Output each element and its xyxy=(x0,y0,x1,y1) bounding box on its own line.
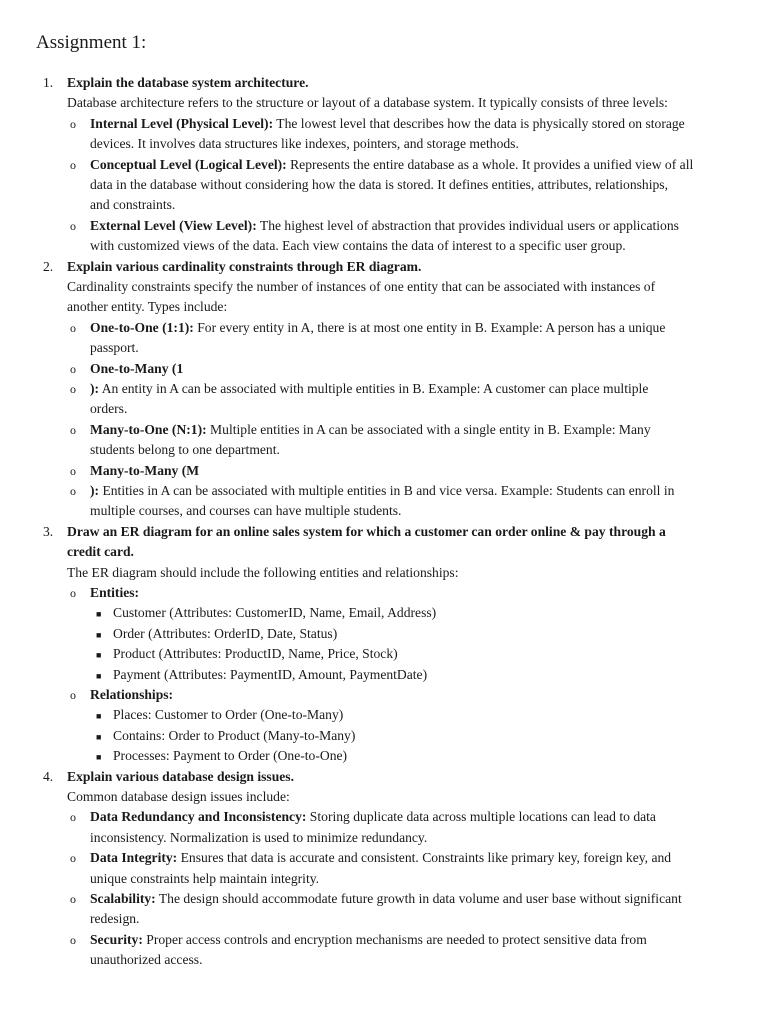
line-text: another entity. Types include: xyxy=(67,299,228,315)
line-text: passport. xyxy=(90,340,139,356)
line-text: and constraints. xyxy=(90,197,176,213)
list-item xyxy=(70,216,679,236)
list-item xyxy=(70,583,140,603)
list-item xyxy=(96,644,398,664)
line-text: For every entity in A, there is at most one entity in B. Example: A person has a unique xyxy=(193,319,666,335)
bold-term: One-to-Many (1 xyxy=(90,360,184,376)
list-number: 1. xyxy=(43,75,54,90)
bold-term: Many-to-Many (M xyxy=(90,462,200,478)
square-bullet-icon: ■ xyxy=(96,711,102,722)
bold-term: Data Redundancy and Inconsistency: xyxy=(90,809,307,825)
line-text: Multiple entities in A can be associated with a single entity in B. Example: Many xyxy=(206,421,651,437)
list-item xyxy=(70,359,184,379)
circle-bullet-icon: o xyxy=(70,932,76,947)
square-bullet-icon: ■ xyxy=(96,650,102,661)
list-item xyxy=(70,848,672,868)
paragraph-line xyxy=(90,501,401,521)
square-bullet-icon: ■ xyxy=(96,609,102,620)
list-item xyxy=(70,379,649,399)
line-text: redesign. xyxy=(90,911,140,927)
bold-term: ): xyxy=(90,381,100,396)
paragraph-line xyxy=(90,869,319,889)
list-item xyxy=(70,685,174,705)
bold-term: ): xyxy=(90,483,100,498)
line-text: Common database design issues include: xyxy=(67,789,290,804)
list-item xyxy=(96,726,356,746)
list-item xyxy=(96,705,344,725)
list-item xyxy=(96,624,338,644)
paragraph-line xyxy=(67,93,668,113)
paragraph-line xyxy=(90,399,127,419)
line-text: with customized views of the data. Each view contains the data of interest to a specific user group. xyxy=(90,238,626,254)
bold-term: Data Integrity: xyxy=(90,850,178,866)
bold-term: Entities: xyxy=(90,585,140,600)
line-text: Represents the entire database as a whole. It provides a unified view of all xyxy=(286,156,694,172)
line-text: The lowest level that describes how the data is physically stored on storage xyxy=(273,115,685,131)
paragraph-line xyxy=(67,563,459,583)
line-text: Entities in A can be associated with multiple entities in B and vice versa. Example: Students can enroll in xyxy=(99,483,675,498)
line-text: orders. xyxy=(90,401,128,417)
circle-bullet-icon: o xyxy=(70,463,76,478)
paragraph-line xyxy=(90,236,626,256)
paragraph-line xyxy=(67,542,134,562)
line-text: Ensures that data is accurate and consistent. Constraints like primary key, foreign key, and xyxy=(177,850,672,866)
list-item xyxy=(43,767,294,787)
bold-term: Conceptual Level (Logical Level): xyxy=(90,156,287,172)
line-text: Database architecture refers to the structure or layout of a database system. It typically consists of three levels: xyxy=(67,95,668,111)
square-bullet-icon: ■ xyxy=(96,670,102,681)
paragraph-line xyxy=(90,134,519,154)
bold-term: Explain various database design issues. xyxy=(67,768,294,784)
list-item xyxy=(70,155,694,175)
line-text: The ER diagram should include the following entities and relationships: xyxy=(67,564,459,580)
circle-bullet-icon: o xyxy=(70,157,76,172)
circle-bullet-icon: o xyxy=(70,851,76,866)
list-item xyxy=(70,114,685,134)
list-item xyxy=(96,746,348,766)
circle-bullet-icon: o xyxy=(70,382,76,396)
list-item xyxy=(43,73,309,93)
line-text: An entity in A can be associated with multiple entities in B. Example: A customer can place multiple xyxy=(99,381,649,396)
bold-term: Scalability: xyxy=(90,891,156,906)
line-text: Cardinality constraints specify the number of instances of one entity that can be associated with instances of xyxy=(67,279,656,294)
circle-bullet-icon: o xyxy=(70,688,76,702)
line-text: Contains: Order to Product (Many-to-Many) xyxy=(113,727,356,743)
paragraph-line xyxy=(90,828,427,848)
line-text: Processes: Payment to Order (One-to-One) xyxy=(113,748,348,764)
bold-term: External Level (View Level): xyxy=(90,217,257,233)
paragraph-line xyxy=(90,338,139,358)
list-item xyxy=(70,461,200,481)
line-text: devices. It involves data structures like indexes, pointers, and storage methods. xyxy=(90,136,519,152)
circle-bullet-icon: o xyxy=(70,892,76,906)
line-text: unauthorized access. xyxy=(90,952,203,968)
paragraph-line xyxy=(90,909,139,929)
square-bullet-icon: ■ xyxy=(96,752,102,763)
paragraph-line xyxy=(90,195,175,215)
circle-bullet-icon: o xyxy=(70,218,76,233)
line-text: multiple courses, and courses can have multiple students. xyxy=(90,503,402,519)
circle-bullet-icon: o xyxy=(70,422,76,437)
line-text: Customer (Attributes: CustomerID, Name, Email, Address) xyxy=(113,605,437,621)
bold-term: Many-to-One (N:1): xyxy=(90,421,207,437)
bold-term: Internal Level (Physical Level): xyxy=(90,115,274,131)
bold-term: Explain the database system architecture. xyxy=(67,75,309,90)
square-bullet-icon: ■ xyxy=(96,629,102,640)
list-item xyxy=(70,318,666,338)
square-bullet-icon: ■ xyxy=(96,731,102,742)
line-text: Places: Customer to Order (One-to-Many) xyxy=(113,707,344,723)
list-item xyxy=(70,930,647,950)
line-text: Proper access controls and encryption mechanisms are needed to protect sensitive data from xyxy=(142,931,647,947)
paragraph-line xyxy=(67,277,655,297)
list-number: 3. xyxy=(43,523,54,539)
bold-term: Relationships: xyxy=(90,687,174,702)
list-number: 2. xyxy=(43,258,54,274)
list-item xyxy=(43,257,422,277)
bold-term: One-to-One (1:1): xyxy=(90,319,194,335)
list-item xyxy=(43,522,666,542)
line-text: Payment (Attributes: PaymentID, Amount, PaymentDate) xyxy=(113,666,428,682)
list-item xyxy=(96,603,437,623)
bold-term: Security: xyxy=(90,931,143,947)
circle-bullet-icon: o xyxy=(70,586,76,600)
bold-term: Explain various cardinality constraints through ER diagram. xyxy=(67,258,422,274)
paragraph-line xyxy=(90,950,202,970)
bold-term: credit card. xyxy=(67,544,134,560)
list-item xyxy=(70,420,651,440)
list-item xyxy=(70,481,675,501)
line-text: The design should accommodate future growth in data volume and user base without significant xyxy=(155,891,682,906)
paragraph-line xyxy=(90,440,280,460)
paragraph-line xyxy=(67,297,227,317)
list-number: 4. xyxy=(43,768,54,784)
page-title: Assignment 1: xyxy=(36,32,147,53)
bold-term: Draw an ER diagram for an online sales system for which a customer can order online & pay through a xyxy=(67,523,666,539)
circle-bullet-icon: o xyxy=(70,361,76,376)
circle-bullet-icon: o xyxy=(70,116,76,131)
paragraph-line xyxy=(67,787,290,807)
circle-bullet-icon: o xyxy=(70,484,76,498)
list-item xyxy=(96,665,428,685)
list-item xyxy=(70,807,656,827)
line-text: The highest level of abstraction that provides individual users or applications xyxy=(256,217,679,233)
list-item xyxy=(70,889,682,909)
paragraph-line xyxy=(90,175,668,195)
line-text: unique constraints help maintain integrity. xyxy=(90,870,320,886)
line-text: data in the database without considering how the data is stored. It defines entities, attributes, relationships, xyxy=(90,177,668,192)
line-text: Product (Attributes: ProductID, Name, Price, Stock) xyxy=(113,646,398,662)
line-text: Order (Attributes: OrderID, Date, Status) xyxy=(113,625,338,641)
line-text: Storing duplicate data across multiple locations can lead to data xyxy=(306,809,656,825)
circle-bullet-icon: o xyxy=(70,320,76,335)
circle-bullet-icon: o xyxy=(70,810,76,825)
line-text: inconsistency. Normalization is used to minimize redundancy. xyxy=(90,829,428,845)
line-text: students belong to one department. xyxy=(90,442,280,458)
